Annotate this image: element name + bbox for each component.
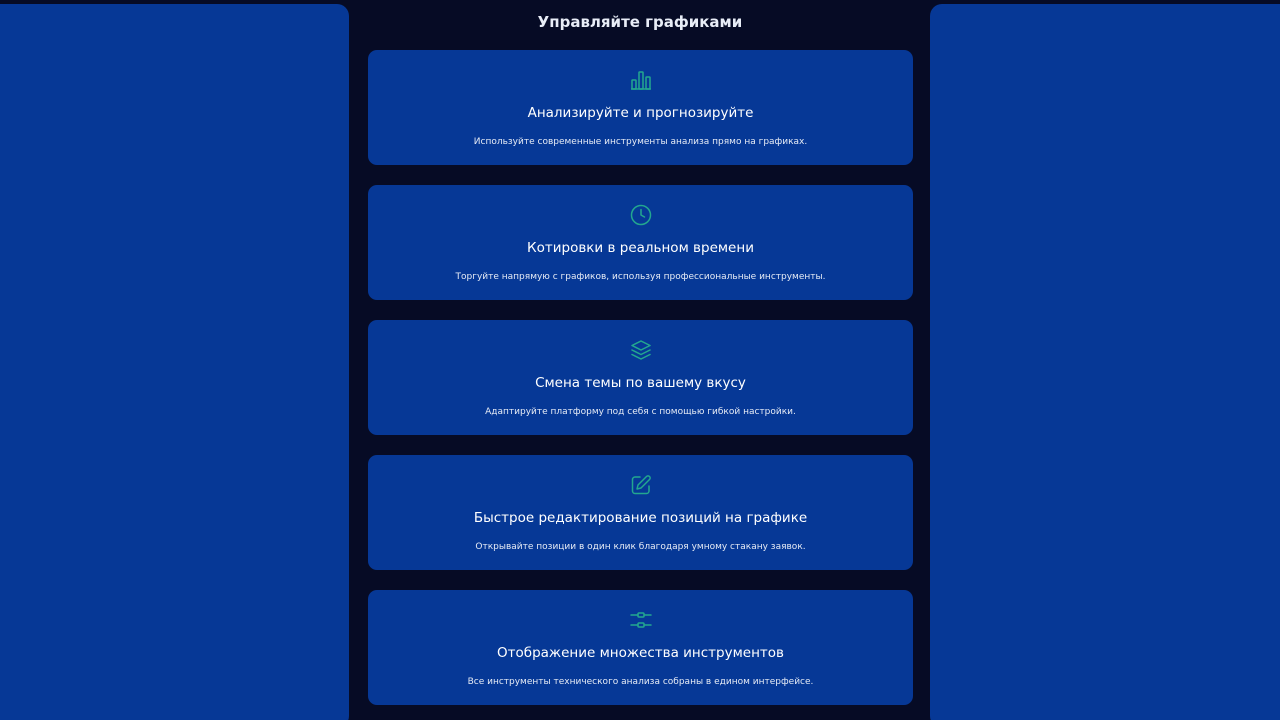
features-column <box>351 0 929 720</box>
edit-icon <box>629 473 653 497</box>
feature-title: Анализируйте и прогнозируйте <box>527 105 754 121</box>
feature-card-themes[interactable] <box>368 320 913 435</box>
feature-card-analyze[interactable] <box>368 50 913 165</box>
section-title: Управляйте графиками <box>537 13 743 31</box>
bar-chart-icon <box>629 68 653 92</box>
feature-description: Адаптируйте платформу под себя с помощью гибкой настройки. <box>485 407 796 417</box>
feature-card-quotes[interactable] <box>368 185 913 300</box>
sliders-icon <box>629 608 653 632</box>
feature-description: Все инструменты технического анализа собраны в едином интерфейсе. <box>467 677 814 687</box>
clock-icon <box>629 203 653 227</box>
feature-title: Смена темы по вашему вкусу <box>535 375 746 391</box>
right-side-panel <box>930 4 1280 720</box>
layers-icon <box>629 338 653 362</box>
feature-description: Используйте современные инструменты анализа прямо на графиках. <box>473 137 808 147</box>
feature-description: Открывайте позиции в один клик благодаря умному стакану заявок. <box>475 542 806 552</box>
feature-card-instruments[interactable] <box>368 590 913 705</box>
left-side-panel <box>0 4 349 720</box>
feature-title: Отображение множества инструментов <box>497 645 784 661</box>
feature-title: Котировки в реальном времени <box>527 240 754 256</box>
feature-description: Торгуйте напрямую с графиков, используя профессиональные инструменты. <box>455 272 826 282</box>
feature-card-edit-positions[interactable] <box>368 455 913 570</box>
feature-title: Быстрое редактирование позиций на графике <box>473 510 808 526</box>
